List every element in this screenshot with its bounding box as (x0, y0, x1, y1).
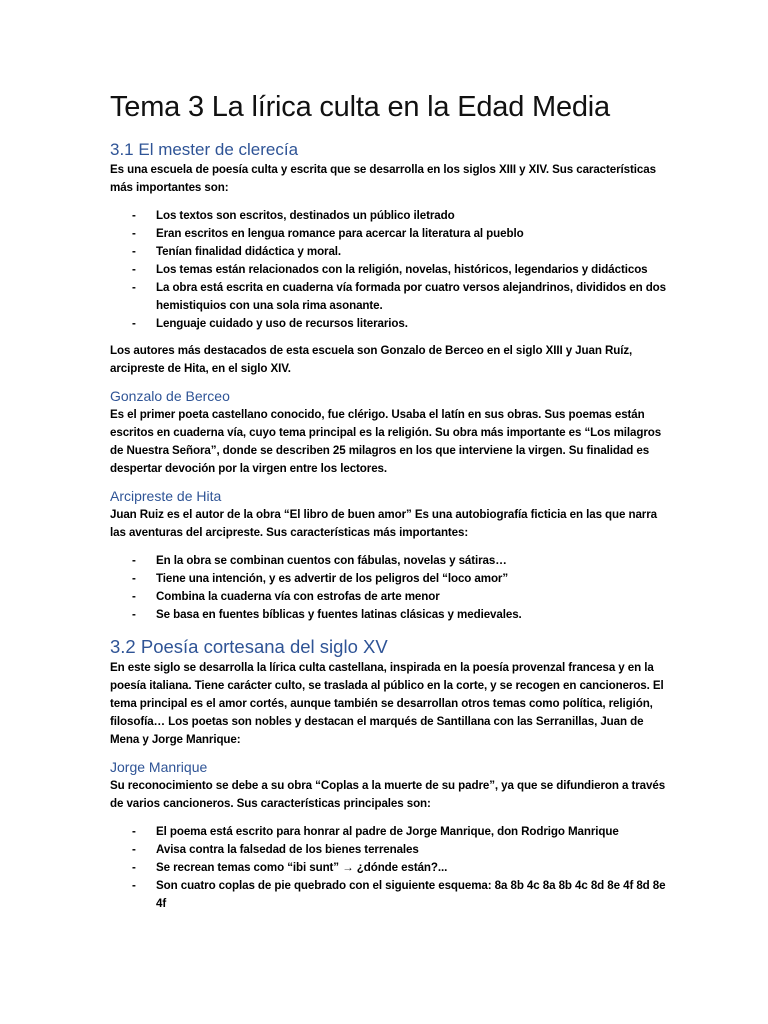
list-item: - El poema está escrito para honrar al padre de Jorge Manrique, don Rodrigo Manrique (110, 823, 668, 841)
hita-characteristics-list (110, 552, 668, 624)
list-item: - En la obra se combinan cuentos con fábulas, novelas y sátiras… (110, 552, 668, 570)
mester-authors: Los autores más destacados de esta escuela son Gonzalo de Berceo en el siglo XIII y Juan Ruíz, arcipreste de Hita, en el siglo XIV. (110, 344, 633, 375)
list-item: - Se recrean temas como “ibi sunt” → ¿dónde están?... (110, 859, 668, 877)
subheading-hita: Arcipreste de Hita (110, 488, 222, 504)
list-item: - Son cuatro coplas de pie quebrado con el siguiente esquema: 8a 8b 4c 8a 8b 4c 8d 8e 4f 8d 8e 4f (110, 877, 668, 913)
list-item: - Tenían finalidad didáctica y moral. (110, 243, 668, 261)
list-item: - Se basa en fuentes bíblicas y fuentes latinas clásicas y medievales. (110, 606, 668, 624)
poesia-cortesana-paragraph: En este siglo se desarrolla la lírica culta castellana, inspirada en la poesía provenzal francesa y en la poesía italiana. Tiene carácter culto, se traslada al público en la corte, y se recogen en cancioneros. El tema principal es el amor cortés, aunque también se desarrollan otros temas como política, religión, filosofía… Los poetas son nobles y destacan el marqués de Santillana con las Serranillas, Juan de Mena y Jorge Manrique: (110, 661, 664, 746)
list-item: - Tiene una intención, y es advertir de los peligros del “loco amor” (110, 570, 668, 588)
document-title: Tema 3 La lírica culta en la Edad Media (110, 91, 610, 123)
manrique-characteristics-list (110, 823, 668, 913)
list-item: - Los textos son escritos, destinados un público iletrado (110, 207, 668, 225)
list-item: - Los temas están relacionados con la religión, novelas, históricos, legendarios y didácticos (110, 261, 668, 279)
subheading-manrique: Jorge Manrique (110, 759, 208, 775)
section-heading-poesia-cortesana: 3.2 Poesía cortesana del siglo XV (110, 636, 388, 657)
mester-intro: Es una escuela de poesía culta y escrita que se desarrolla en los siglos XIII y XIV. Sus características más importantes son: (110, 163, 656, 194)
subheading-berceo: Gonzalo de Berceo (110, 388, 230, 404)
list-item: - Lenguaje cuidado y uso de recursos literarios. (110, 315, 668, 333)
hita-paragraph: Juan Ruiz es el autor de la obra “El libro de buen amor” Es una autobiografía ficticia en las que narra las aventuras del arcipreste. Sus características más importantes: (110, 508, 657, 539)
berceo-paragraph: Es el primer poeta castellano conocido, fue clérigo. Usaba el latín en sus obras. Sus poemas están escritos en cuaderna vía, cuyo tema principal es la religión. Su obra más importante es “Los milagros de Nuestra Señora”, donde se describen 25 milagros en los que interviene la virgen. Su finalidad es despertar devoción por la virgen entre los lectores. (110, 408, 662, 475)
list-item: - Avisa contra la falsedad de los bienes terrenales (110, 841, 668, 859)
list-item: - Combina la cuaderna vía con estrofas de arte menor (110, 588, 668, 606)
list-item: - La obra está escrita en cuaderna vía formada por cuatro versos alejandrinos, divididos en dos hemistiquios con una sola rima asonante. (110, 279, 668, 315)
manrique-paragraph: Su reconocimiento se debe a su obra “Coplas a la muerte de su padre”, ya que se difundieron a través de varios cancioneros. Sus características principales son: (110, 779, 666, 810)
mester-characteristics-list (110, 207, 668, 333)
list-item: - Eran escritos en lengua romance para acercar la literatura al pueblo (110, 225, 668, 243)
section-heading-mester: 3.1 El mester de clerecía (110, 140, 299, 159)
